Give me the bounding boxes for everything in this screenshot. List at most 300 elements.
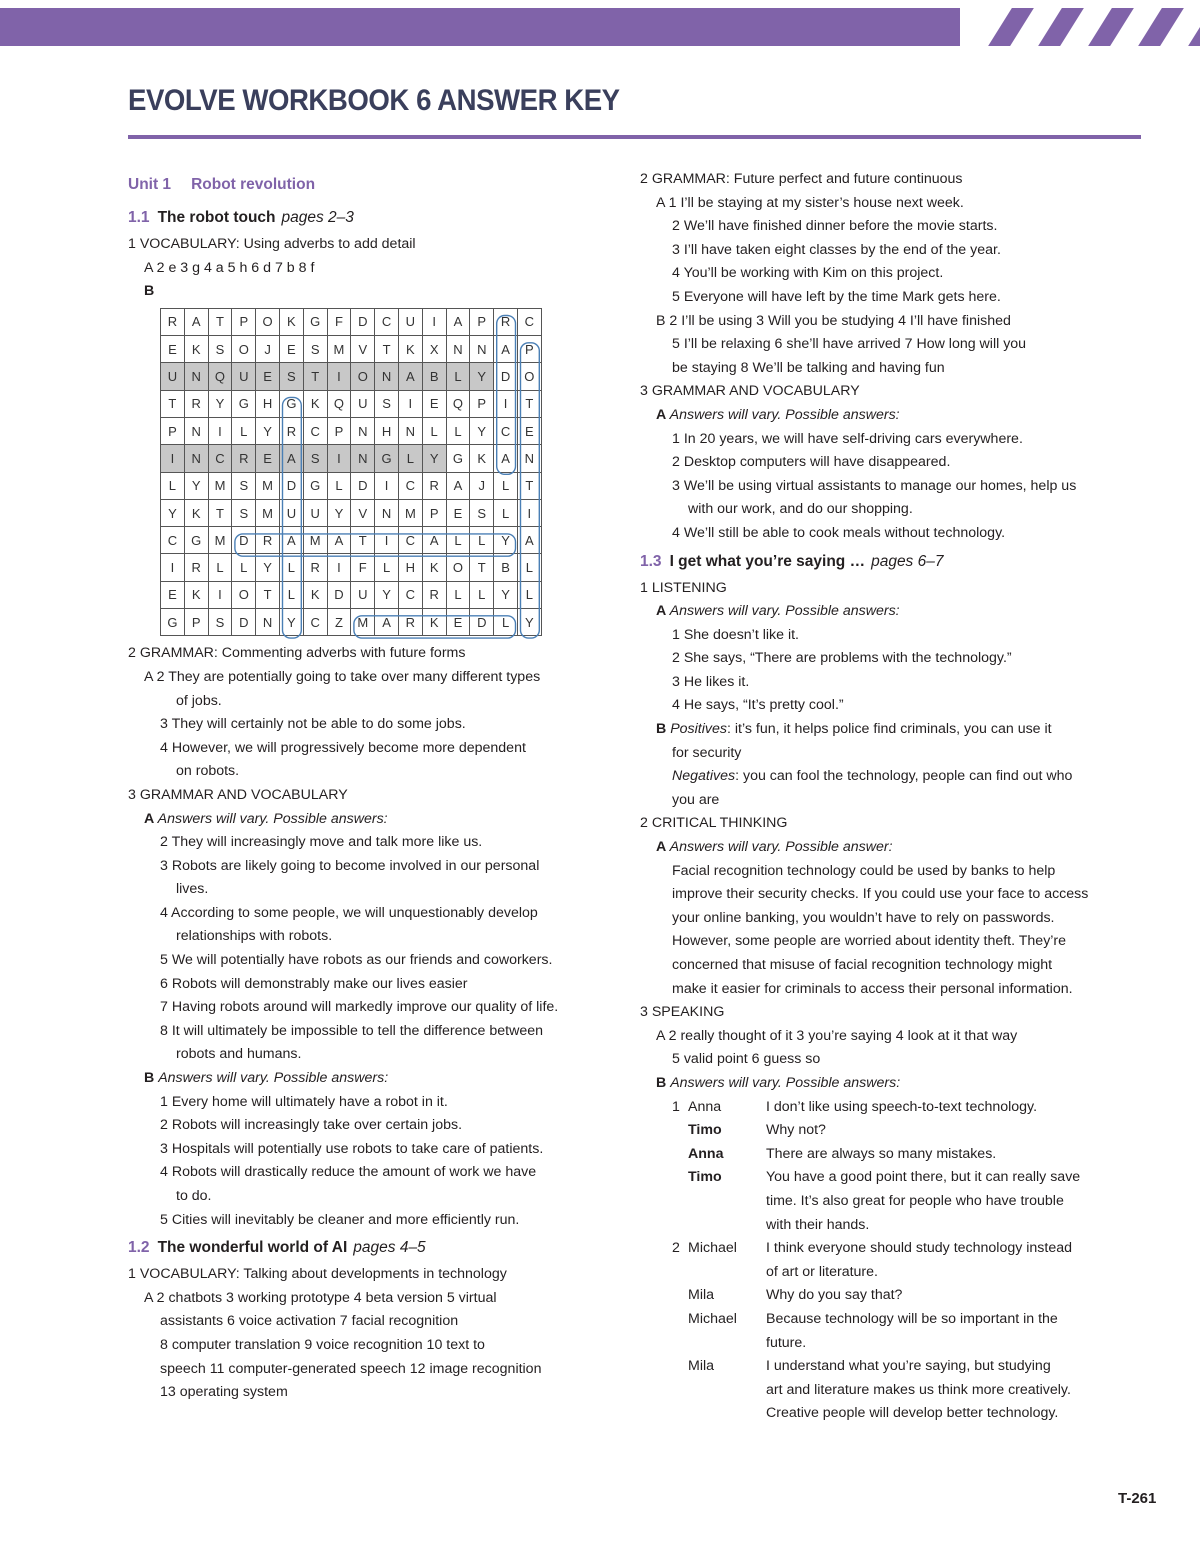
answer-line: be staying 8 We’ll be talking and having fun	[672, 359, 945, 376]
grid-cell: N	[184, 445, 208, 472]
grid-cell: K	[422, 554, 446, 581]
dialogue-line	[640, 1284, 1140, 1308]
answer-line: speech 11 computer-generated speech 12 image recognition	[160, 1360, 542, 1377]
grid-cell: O	[351, 363, 375, 390]
answer-line: 6 Robots will demonstrably make our lives easier	[160, 975, 468, 992]
grid-cell: L	[470, 527, 494, 554]
grid-cell: G	[184, 527, 208, 554]
grid-cell: I	[161, 554, 185, 581]
speaker-name: Anna	[688, 1145, 724, 1162]
answer-line: for security	[672, 744, 742, 761]
answer-line: A Answers will vary. Possible answers:	[144, 810, 388, 827]
grid-cell: R	[161, 308, 185, 335]
speaker-name: Timo	[688, 1122, 722, 1139]
grid-cell: E	[446, 609, 470, 636]
dialogue-line	[640, 1308, 1140, 1332]
answer-line: 3 Robots are likely going to become involved in our personal	[160, 857, 540, 874]
speaker-name: Mila	[688, 1287, 715, 1304]
grid-cell: A	[327, 527, 351, 554]
grid-cell: M	[303, 527, 327, 554]
grid-cell: P	[232, 308, 256, 335]
grid-cell: S	[303, 336, 327, 363]
dialogue-line	[640, 1402, 1140, 1426]
answer-line: 4 He says, “It’s pretty cool.”	[672, 697, 844, 714]
grid-cell: L	[422, 417, 446, 444]
grid-cell: F	[351, 554, 375, 581]
grid-cell: R	[256, 527, 280, 554]
grid-cell: I	[398, 390, 422, 417]
grid-cell: Y	[279, 609, 303, 636]
grid-cell: S	[208, 609, 232, 636]
grid-cell: D	[232, 609, 256, 636]
grid-cell: N	[375, 363, 399, 390]
grid-cell: T	[351, 527, 375, 554]
grid-cell: T	[208, 499, 232, 526]
grid-cell: N	[375, 499, 399, 526]
dialogue-line	[640, 1237, 1140, 1261]
answer-line: 4 You’ll be working with Kim on this project.	[672, 265, 944, 282]
answer-line: 7 Having robots around will markedly improve our quality of life.	[160, 999, 559, 1016]
speaker-text: You have a good point there, but it can really save	[766, 1169, 1081, 1186]
grid-cell: C	[161, 527, 185, 554]
grid-cell: L	[494, 609, 518, 636]
grid-cell: Y	[517, 609, 541, 636]
answer-line: 5 Cities will inevitably be cleaner and more efficiently run.	[160, 1211, 520, 1228]
grid-cell: M	[398, 499, 422, 526]
grid-cell: U	[232, 363, 256, 390]
grid-cell: A	[446, 472, 470, 499]
grid-cell: G	[232, 390, 256, 417]
speaker-text: time. It’s also great for people who have trouble	[766, 1192, 1064, 1209]
grid-cell: L	[446, 527, 470, 554]
grid-row	[161, 445, 542, 472]
grid-cell: I	[327, 554, 351, 581]
grid-cell: D	[327, 581, 351, 608]
grid-cell: C	[303, 417, 327, 444]
grid-cell: E	[161, 581, 185, 608]
answer-line: A 1 I’ll be staying at my sister’s house next week.	[656, 194, 964, 211]
grid-cell: R	[184, 390, 208, 417]
grid-cell: T	[517, 390, 541, 417]
lesson-heading-1-3	[640, 546, 1140, 577]
answer-line: 2 We’ll have finished dinner before the movie starts.	[672, 218, 998, 235]
word-search-grid	[160, 308, 542, 637]
grid-cell: R	[422, 472, 446, 499]
grid-cell: R	[303, 554, 327, 581]
answer-line: relationships with robots.	[176, 928, 333, 945]
grid-row	[161, 336, 542, 363]
grid-cell: I	[517, 499, 541, 526]
grid-cell: Y	[422, 445, 446, 472]
grid-cell: T	[303, 363, 327, 390]
answer-line: Negatives: you can fool the technology, people can find out who	[672, 768, 1073, 785]
grid-cell: N	[351, 445, 375, 472]
section-heading: 1 VOCABULARY: Talking about developments in technology	[128, 1266, 507, 1283]
grid-cell: S	[232, 472, 256, 499]
speaker-name: Michael	[688, 1240, 737, 1257]
grid-cell: M	[256, 499, 280, 526]
answer-line: 5 Everyone will have left by the time Mark gets here.	[672, 288, 1001, 305]
grid-cell: A	[446, 308, 470, 335]
speaker-text: I don’t like using speech-to-text technology.	[766, 1098, 1038, 1115]
answer-line: 3 They will certainly not be able to do some jobs.	[160, 716, 466, 733]
grid-cell: P	[184, 609, 208, 636]
grid-row	[161, 417, 542, 444]
dialogue-line	[640, 1261, 1140, 1285]
grid-cell: K	[184, 581, 208, 608]
grid-cell: K	[470, 445, 494, 472]
grid-cell: C	[303, 609, 327, 636]
grid-cell: K	[422, 609, 446, 636]
grid-cell: O	[232, 581, 256, 608]
grid-cell: A	[375, 609, 399, 636]
answer-label: B	[144, 283, 155, 300]
grid-cell: R	[422, 581, 446, 608]
grid-cell: N	[446, 336, 470, 363]
grid-cell: L	[470, 581, 494, 608]
grid-row	[161, 308, 542, 335]
grid-cell: T	[256, 581, 280, 608]
grid-cell: Y	[256, 554, 280, 581]
page-title: EVOLVE WORKBOOK 6 ANSWER KEY	[128, 84, 620, 117]
grid-cell: X	[422, 336, 446, 363]
grid-row	[161, 527, 542, 554]
answer-line: 4 Robots will drastically reduce the amount of work we have	[160, 1164, 537, 1181]
grid-cell: Q	[327, 390, 351, 417]
grid-cell: K	[303, 390, 327, 417]
grid-row	[161, 609, 542, 636]
answer-line: A 2 chatbots 3 working prototype 4 beta version 5 virtual	[144, 1289, 497, 1306]
grid-cell: H	[256, 390, 280, 417]
grid-cell: P	[327, 417, 351, 444]
grid-cell: O	[256, 308, 280, 335]
grid-cell: N	[184, 363, 208, 390]
grid-cell: Q	[446, 390, 470, 417]
header-bar	[0, 8, 960, 46]
speaker-text: Why do you say that?	[766, 1287, 903, 1304]
grid-cell: Y	[375, 581, 399, 608]
answer-line: A Answers will vary. Possible answer:	[656, 839, 893, 856]
grid-cell: Y	[494, 581, 518, 608]
answer-line: 2 They will increasingly move and talk more like us.	[160, 834, 483, 851]
answer-line: 3 Hospitals will potentially use robots to take care of patients.	[160, 1140, 544, 1157]
answer-line: you are	[672, 791, 720, 808]
answer-line: 8 computer translation 9 voice recognition 10 text to	[160, 1336, 485, 1353]
grid-cell: Q	[208, 363, 232, 390]
grid-cell: U	[398, 308, 422, 335]
grid-cell: P	[422, 499, 446, 526]
section-heading: 3 GRAMMAR AND VOCABULARY	[640, 383, 860, 400]
grid-cell: M	[208, 472, 232, 499]
grid-cell: A	[279, 445, 303, 472]
grid-cell: G	[161, 609, 185, 636]
grid-cell: A	[279, 527, 303, 554]
answer-line: 2 She says, “There are problems with the technology.”	[672, 650, 1012, 667]
lesson-pages: pages 6–7	[871, 552, 944, 570]
grid-cell: Y	[208, 390, 232, 417]
grid-cell: A	[494, 445, 518, 472]
grid-cell: I	[375, 527, 399, 554]
answer-line: 13 operating system	[160, 1384, 288, 1401]
answer-line: A 2 e 3 g 4 a 5 h 6 d 7 b 8 f	[144, 259, 315, 276]
dialogue-line	[640, 1166, 1140, 1190]
grid-cell: I	[422, 308, 446, 335]
grid-cell: L	[494, 499, 518, 526]
grid-cell: M	[256, 472, 280, 499]
answer-line: B Answers will vary. Possible answers:	[144, 1070, 389, 1087]
answer-line: A Answers will vary. Possible answers:	[656, 603, 900, 620]
grid-cell: L	[327, 472, 351, 499]
grid-cell: C	[398, 472, 422, 499]
grid-cell: U	[351, 581, 375, 608]
grid-cell: L	[517, 581, 541, 608]
grid-row	[161, 390, 542, 417]
answer-line: A 2 They are potentially going to take over many different types	[144, 668, 541, 685]
grid-cell: T	[161, 390, 185, 417]
dialogue-line	[640, 1214, 1140, 1238]
grid-cell: I	[494, 390, 518, 417]
grid-cell: L	[232, 554, 256, 581]
speaker-name: Mila	[688, 1358, 715, 1375]
answer-line: assistants 6 voice activation 7 facial recognition	[160, 1313, 459, 1330]
grid-cell: D	[470, 609, 494, 636]
grid-cell: S	[470, 499, 494, 526]
grid-cell: U	[303, 499, 327, 526]
dialogue-number: 1	[672, 1098, 680, 1115]
grid-row	[161, 554, 542, 581]
grid-cell: P	[517, 336, 541, 363]
grid-cell: Z	[327, 609, 351, 636]
lesson-heading-1-2	[128, 1232, 613, 1263]
speaker-name: Timo	[688, 1169, 722, 1186]
grid-row	[161, 472, 542, 499]
answer-line: A 2 really thought of it 3 you’re saying 4 look at it that way	[656, 1027, 1018, 1044]
grid-cell: K	[184, 336, 208, 363]
answer-line: B Positives: it’s fun, it helps police find criminals, you can use it	[656, 721, 1052, 738]
answer-line: 3 We’ll be using virtual assistants to manage our homes, help us	[672, 477, 1077, 494]
grid-cell: G	[446, 445, 470, 472]
header-stripes	[950, 8, 1200, 46]
grid-cell: R	[398, 609, 422, 636]
grid-cell: H	[398, 554, 422, 581]
grid-cell: T	[208, 308, 232, 335]
grid-cell: I	[327, 363, 351, 390]
grid-cell: G	[375, 445, 399, 472]
answer-line: 1 In 20 years, we will have self-driving cars everywhere.	[672, 430, 1023, 447]
grid-cell: Y	[161, 499, 185, 526]
speaker-name: Michael	[688, 1310, 737, 1327]
grid-cell: L	[494, 472, 518, 499]
grid-cell: P	[161, 417, 185, 444]
grid-cell: L	[279, 581, 303, 608]
lesson-name: The wonderful world of AI	[157, 1239, 348, 1257]
grid-cell: L	[446, 581, 470, 608]
answer-line: 3 He likes it.	[672, 673, 750, 690]
grid-cell: J	[256, 336, 280, 363]
grid-cell: P	[470, 308, 494, 335]
lesson-number: 1.1	[128, 209, 150, 226]
speaker-text: I understand what you’re saying, but studying	[766, 1358, 1051, 1375]
grid-cell: I	[208, 581, 232, 608]
grid-cell: K	[279, 308, 303, 335]
grid-cell: O	[232, 336, 256, 363]
grid-cell: L	[208, 554, 232, 581]
lesson-name: I get what you’re saying …	[669, 552, 866, 570]
dialogue-line	[640, 1379, 1140, 1403]
answer-line: 5 I’ll be relaxing 6 she’ll have arrived 7 How long will you	[672, 336, 1027, 353]
grid-cell: T	[517, 472, 541, 499]
dialogue-line	[640, 1119, 1140, 1143]
grid-cell: F	[327, 308, 351, 335]
unit-number: Unit 1	[128, 176, 172, 193]
answer-line: on robots.	[176, 763, 240, 780]
answer-line: 1 Every home will ultimately have a robot in it.	[160, 1093, 448, 1110]
dialogue-number: 2	[672, 1240, 680, 1257]
grid-cell: K	[184, 499, 208, 526]
dialogue-line	[640, 1143, 1140, 1167]
answer-line: B Answers will vary. Possible answers:	[656, 1074, 901, 1091]
answer-line: robots and humans.	[176, 1046, 302, 1063]
grid-cell: L	[446, 417, 470, 444]
section-heading: 3 SPEAKING	[640, 1004, 725, 1021]
grid-cell: N	[517, 445, 541, 472]
grid-cell: M	[327, 336, 351, 363]
answer-line: 4 We’ll still be able to cook meals without technology.	[672, 524, 1006, 541]
grid-cell: Y	[494, 527, 518, 554]
grid-cell: D	[351, 472, 375, 499]
grid-cell: Y	[256, 417, 280, 444]
grid-cell: D	[232, 527, 256, 554]
answer-line: 4 However, we will progressively become more dependent	[160, 739, 526, 756]
section-heading: 2 GRAMMAR: Commenting adverbs with future forms	[128, 645, 466, 662]
answer-line: B 2 I’ll be using 3 Will you be studying 4 I’ll have finished	[656, 312, 1011, 329]
grid-cell: A	[494, 336, 518, 363]
grid-cell: V	[351, 499, 375, 526]
grid-cell: D	[351, 308, 375, 335]
unit-heading	[128, 168, 613, 202]
grid-row	[161, 499, 542, 526]
grid-cell: I	[375, 472, 399, 499]
word-search	[128, 308, 628, 637]
grid-cell: E	[422, 390, 446, 417]
grid-cell: L	[375, 554, 399, 581]
speaker-name: Anna	[688, 1098, 722, 1115]
grid-cell: O	[517, 363, 541, 390]
grid-cell: C	[208, 445, 232, 472]
grid-cell: V	[351, 336, 375, 363]
grid-cell: A	[398, 363, 422, 390]
grid-cell: E	[446, 499, 470, 526]
grid-cell: D	[494, 363, 518, 390]
page-number: T-261	[1118, 1490, 1157, 1507]
grid-cell: E	[256, 445, 280, 472]
grid-cell: C	[398, 527, 422, 554]
grid-cell: A	[184, 308, 208, 335]
answer-line: 8 It will ultimately be impossible to tell the difference between	[160, 1022, 543, 1039]
grid-cell: Y	[184, 472, 208, 499]
grid-cell: U	[279, 499, 303, 526]
grid-cell: N	[398, 417, 422, 444]
answer-line: 1 She doesn’t like it.	[672, 626, 799, 643]
grid-cell: E	[279, 336, 303, 363]
grid-cell: N	[256, 609, 280, 636]
grid-cell: T	[470, 554, 494, 581]
dialogue-line	[640, 1096, 1140, 1120]
grid-cell: R	[184, 554, 208, 581]
grid-cell: A	[422, 527, 446, 554]
answer-line: your online banking, you wouldn’t have to rely on passwords.	[672, 909, 1055, 926]
section-heading: 1 LISTENING	[640, 579, 727, 596]
answer-line: of jobs.	[176, 692, 222, 709]
dialogue-line	[640, 1190, 1140, 1214]
grid-cell: J	[470, 472, 494, 499]
section-heading: 1 VOCABULARY: Using adverbs to add detail	[128, 236, 416, 252]
answer-line: with our work, and do our shopping.	[688, 501, 913, 518]
grid-cell: S	[208, 336, 232, 363]
dialogue-line	[640, 1332, 1140, 1356]
speaking-dialogue	[640, 1096, 1140, 1426]
lesson-pages: pages 4–5	[353, 1239, 426, 1257]
grid-cell: S	[375, 390, 399, 417]
answer-line: concerned that misuse of facial recognition technology might	[672, 957, 1053, 973]
answer-line: A Answers will vary. Possible answers:	[656, 406, 900, 423]
grid-cell: L	[232, 417, 256, 444]
section-heading: 3 GRAMMAR AND VOCABULARY	[128, 786, 348, 803]
grid-cell: E	[517, 417, 541, 444]
lesson-number: 1.3	[640, 552, 662, 570]
speaker-text: There are always so many mistakes.	[766, 1145, 997, 1162]
grid-cell: E	[161, 336, 185, 363]
grid-cell: C	[375, 308, 399, 335]
answer-line: However, some people are worried about identity theft. They’re	[672, 933, 1067, 950]
speaker-text: with their hands.	[766, 1216, 870, 1233]
grid-cell: L	[398, 445, 422, 472]
grid-cell: Y	[327, 499, 351, 526]
grid-row	[161, 363, 542, 390]
left-column	[128, 168, 613, 1405]
answer-line: 2 Robots will increasingly take over certain jobs.	[160, 1117, 463, 1134]
grid-cell: D	[279, 472, 303, 499]
grid-cell: L	[279, 554, 303, 581]
grid-cell: Y	[470, 417, 494, 444]
grid-cell: H	[375, 417, 399, 444]
grid-cell: T	[375, 336, 399, 363]
grid-cell: U	[351, 390, 375, 417]
grid-cell: Y	[470, 363, 494, 390]
grid-cell: R	[494, 308, 518, 335]
grid-cell: B	[494, 554, 518, 581]
dialogue-line	[640, 1355, 1140, 1379]
grid-cell: L	[517, 554, 541, 581]
answer-line: to do.	[176, 1188, 212, 1204]
answer-line: improve their security checks. If you could use your face to access	[672, 886, 1089, 903]
speaker-text: art and literature makes us think more creatively.	[766, 1381, 1071, 1398]
lesson-name: The robot touch	[157, 209, 276, 226]
answer-line: 5 valid point 6 guess so	[672, 1051, 821, 1068]
answer-line: lives.	[176, 881, 209, 898]
grid-cell: S	[232, 499, 256, 526]
speaker-text: of art or literature.	[766, 1263, 878, 1280]
grid-cell: I	[327, 445, 351, 472]
grid-cell: C	[494, 417, 518, 444]
grid-cell: E	[256, 363, 280, 390]
grid-cell: L	[161, 472, 185, 499]
grid-cell: K	[303, 581, 327, 608]
grid-cell: A	[517, 527, 541, 554]
grid-cell: R	[232, 445, 256, 472]
answer-line: 5 We will potentially have robots as our friends and coworkers.	[160, 952, 553, 969]
speaker-text: Creative people will develop better technology.	[766, 1405, 1059, 1422]
